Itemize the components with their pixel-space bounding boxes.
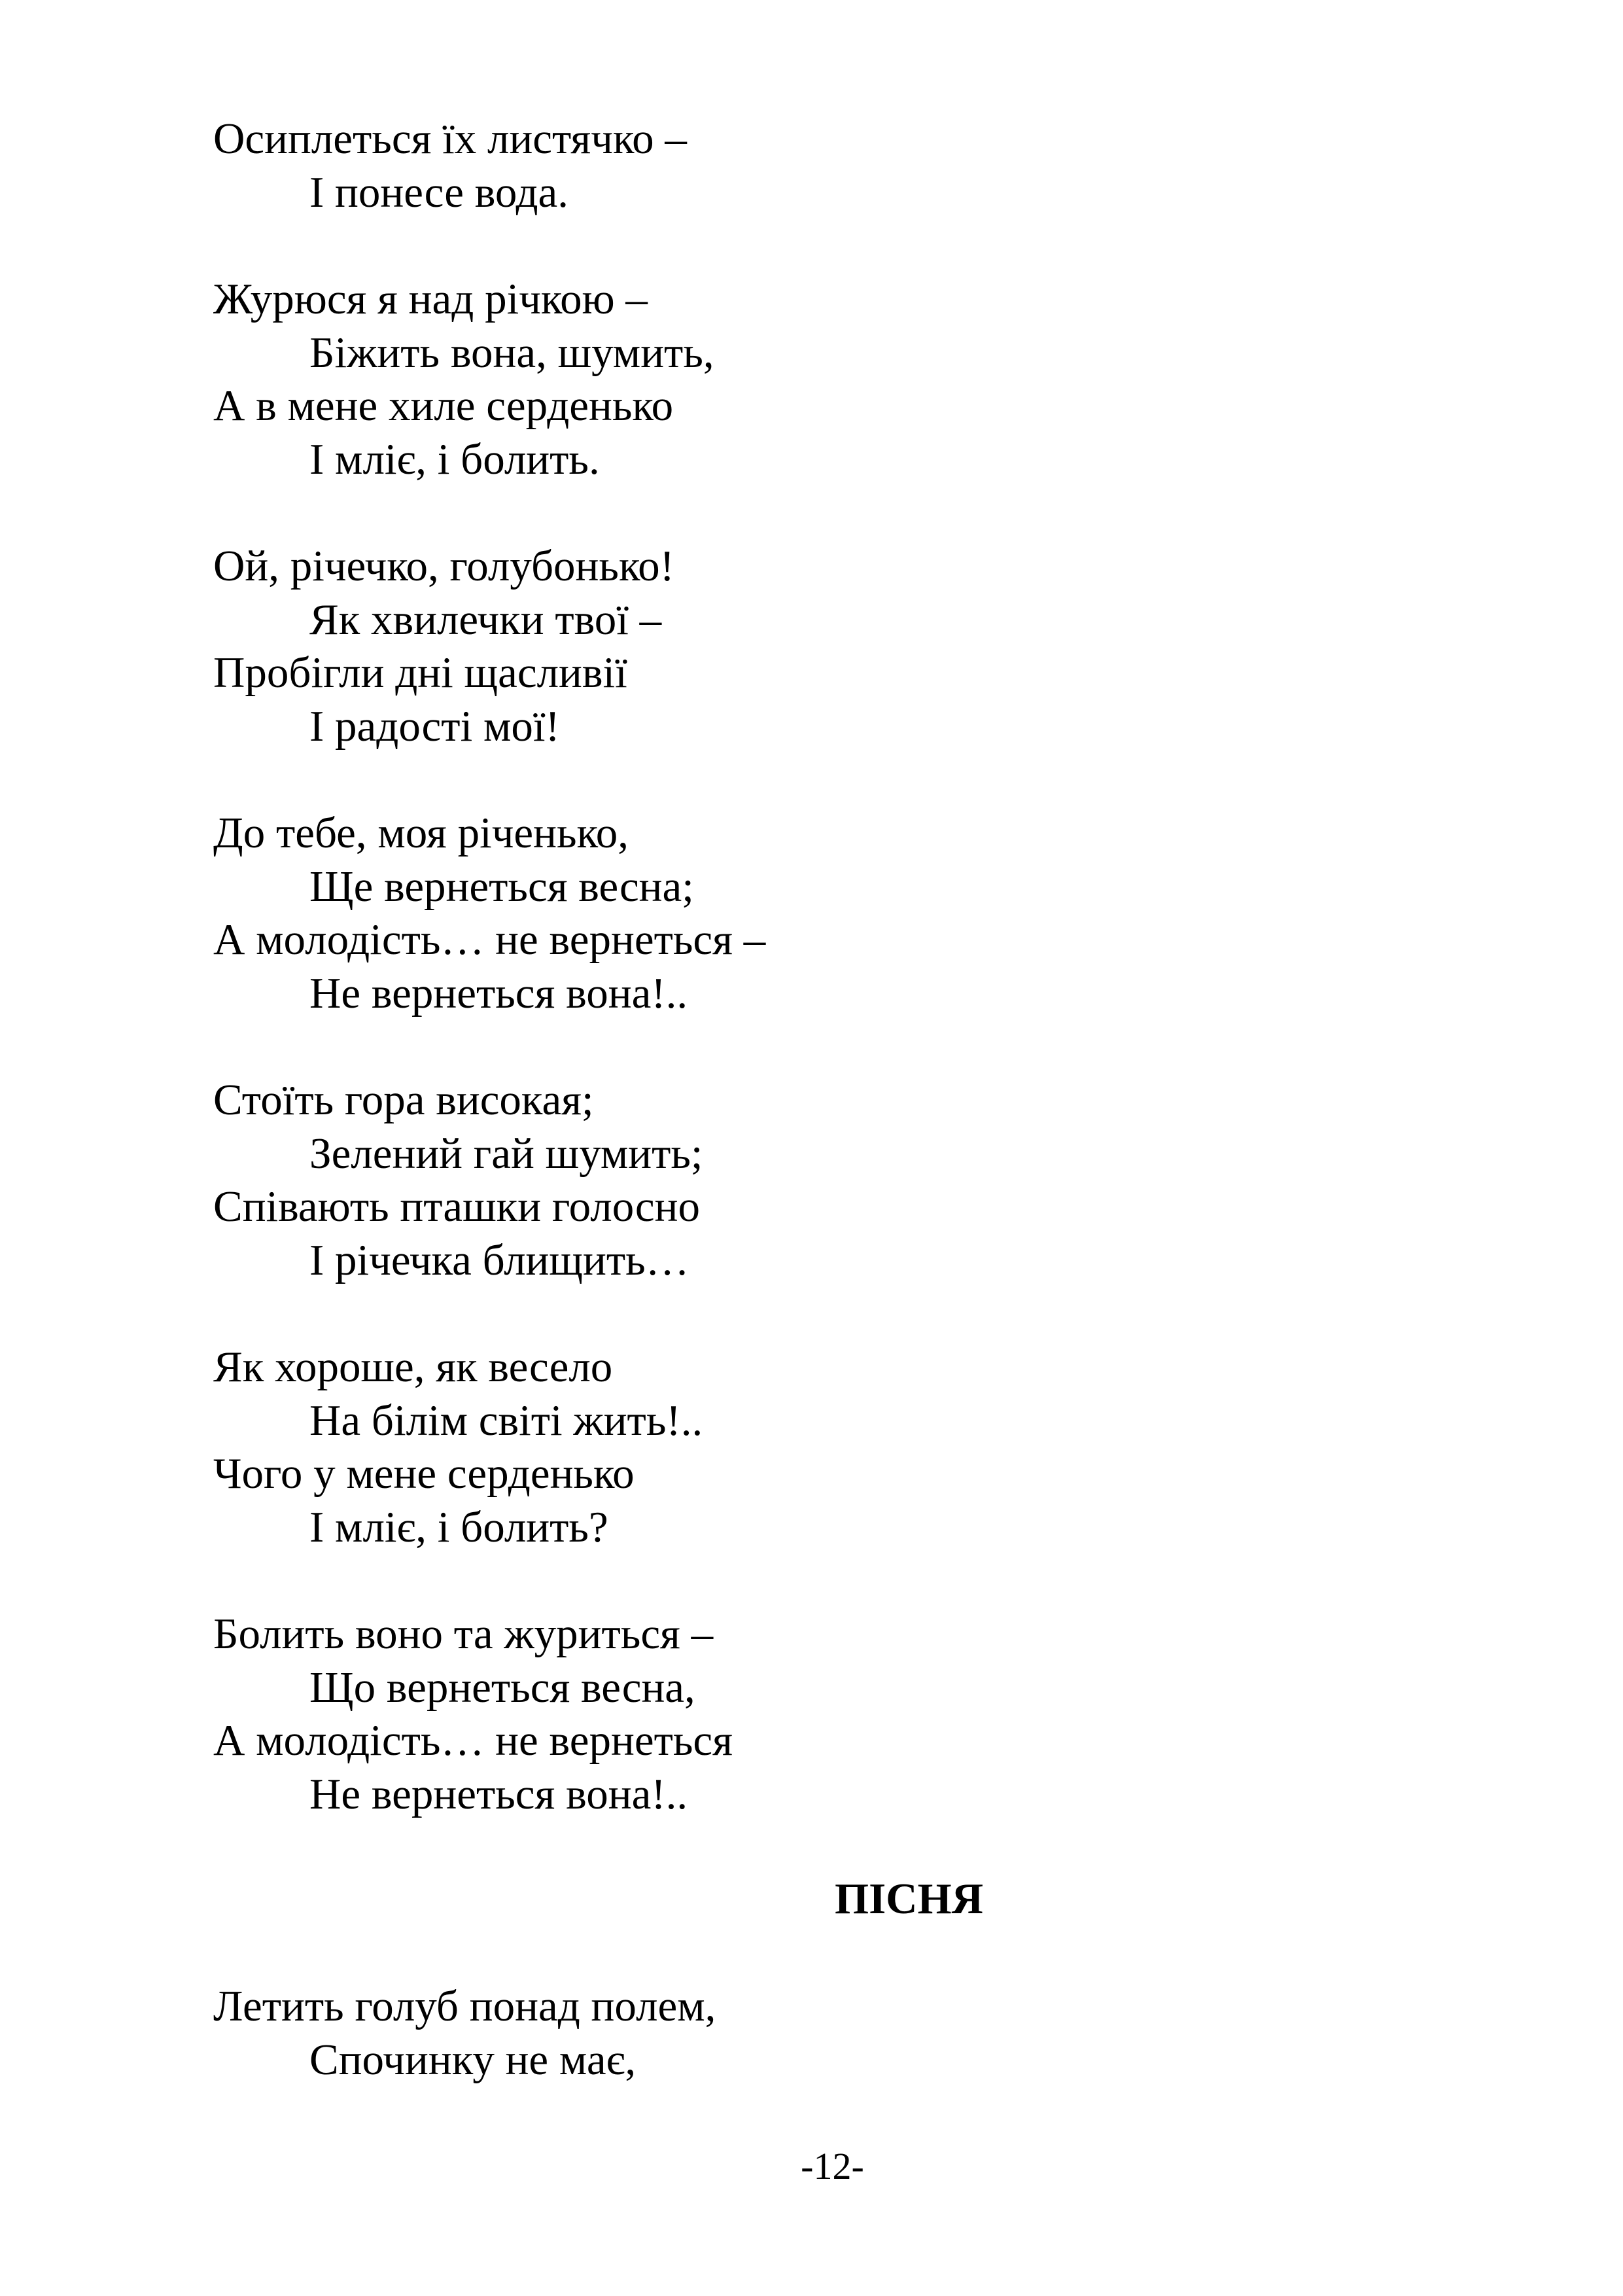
verse-line: І мліє, і болить? (309, 1502, 608, 1551)
stanza (213, 1980, 1456, 2087)
verse-line: Не вернеться вона!.. (309, 1769, 688, 1818)
song-title (0, 1873, 1623, 1926)
verse-line: До тебе, моя річенько, (213, 809, 629, 857)
verse-line: Як хвилечки твої – (309, 595, 662, 644)
stanza (213, 1608, 1456, 1821)
stanza (213, 113, 1456, 219)
verse-line: Летить голуб понад полем, (213, 1982, 716, 2030)
verse-line: А молодість… не вернеться – (213, 915, 766, 964)
verse-line: Спочинку не має, (309, 2035, 637, 2084)
verse-line: Ой, річечко, голубонько! (213, 542, 674, 590)
song-body (213, 1980, 1456, 2140)
verse-line: Співають пташки голосно (213, 1182, 700, 1231)
poem-body (213, 113, 1456, 1875)
verse-line: Не вернеться вона!.. (309, 968, 688, 1017)
verse-line: І понесе вода. (309, 168, 569, 217)
verse-line: І річечка блищить… (309, 1235, 689, 1284)
stanza (213, 807, 1456, 1020)
verse-line: Стоїть гора високая; (213, 1076, 594, 1124)
stanza (213, 540, 1456, 753)
stanza (213, 273, 1456, 486)
verse-line: Зелений гай шумить; (309, 1129, 703, 1178)
verse-line: Що вернеться весна, (309, 1663, 695, 1712)
verse-line: А в мене хиле серденько (213, 381, 674, 430)
verse-line: І радості мої! (309, 701, 560, 751)
verse-line: Журюся я над річкою – (213, 275, 648, 323)
page-number-text: -12- (801, 2145, 864, 2187)
verse-line: І мліє, і болить. (309, 434, 600, 484)
verse-line: А молодість… не вернеться (213, 1716, 733, 1765)
page-number (0, 2144, 1623, 2189)
song-title-text: ПІСНЯ (834, 1875, 984, 1923)
verse-line: Ще вернеться весна; (309, 862, 694, 911)
stanza (213, 1341, 1456, 1554)
verse-line: Чого у мене серденько (213, 1449, 635, 1498)
verse-line: Біжить вона, шумить, (309, 328, 714, 377)
verse-line: На білім світі жить!.. (309, 1396, 703, 1445)
verse-line: Пробігли дні щасливії (213, 648, 627, 697)
verse-line: Осиплеться їх листячко – (213, 115, 687, 163)
stanza (213, 1074, 1456, 1287)
verse-line: Як хороше, як весело (213, 1343, 613, 1391)
verse-line: Болить воно та журиться – (213, 1610, 714, 1658)
